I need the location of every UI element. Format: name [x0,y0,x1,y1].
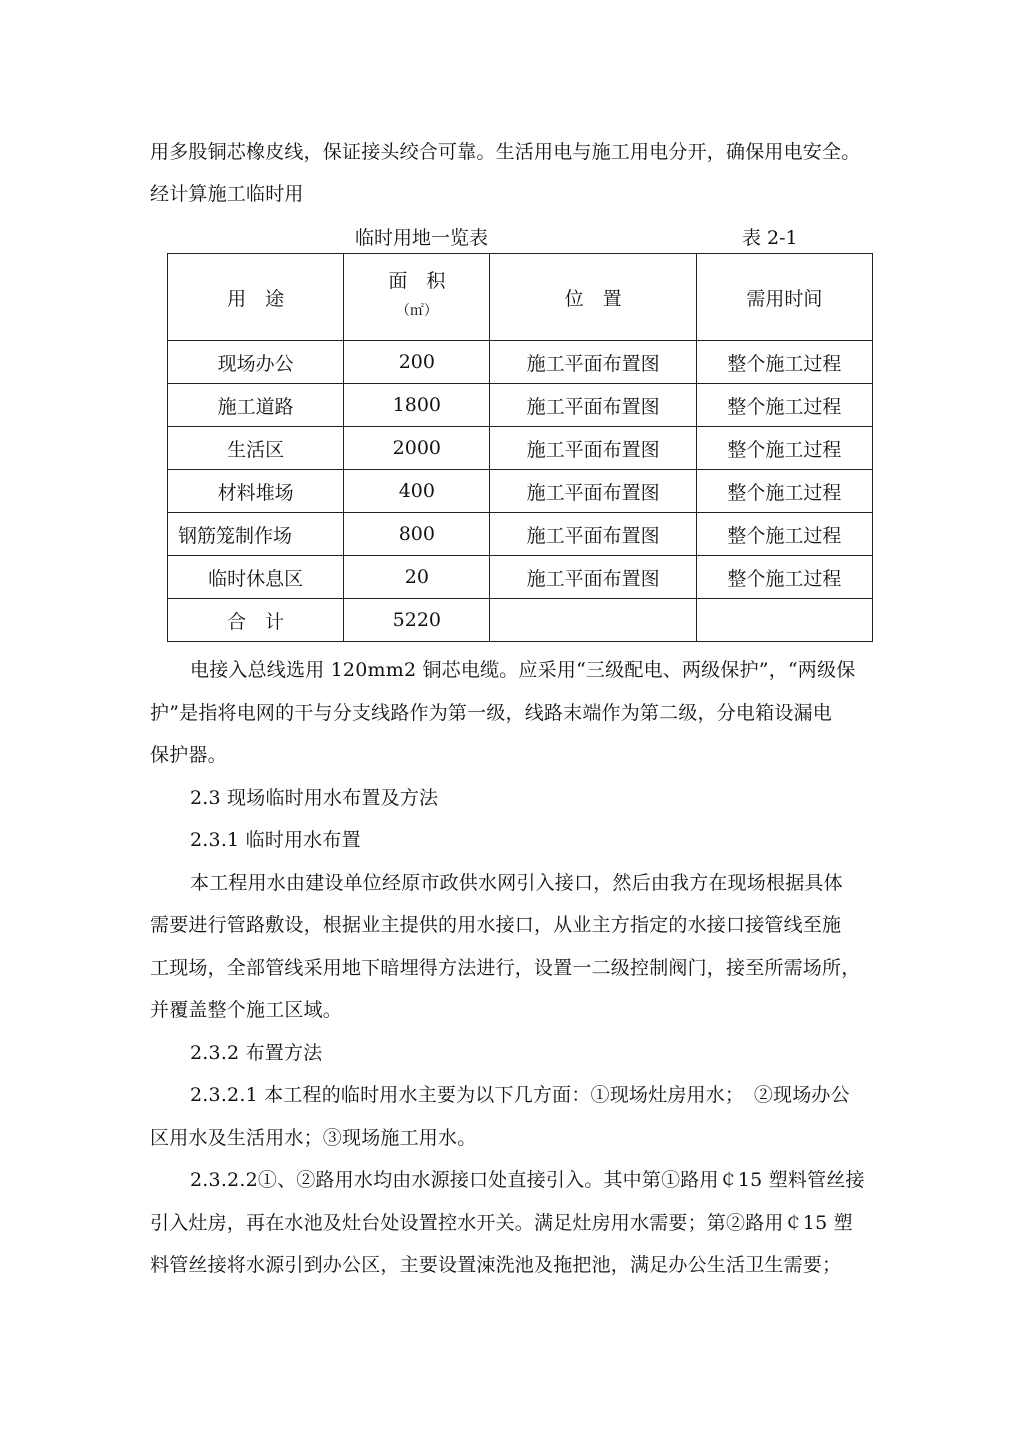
cell-area: 20 [344,556,490,599]
cell-time: 整个施工过程 [696,513,872,556]
paragraph-line: 引入灶房，再在水池及灶台处设置控水开关。满足灶房用水需要；第②路用￠15 塑 [150,1212,853,1234]
cell-use: 钢筋笼制作场 [168,513,344,556]
cell-use: 生活区 [168,427,344,470]
paragraph-line: 需要进行管路敷设，根据业主提供的用水接口，从业主方指定的水接口接管线至施 [150,914,842,936]
total-area: 5220 [344,599,490,642]
paragraph-line: 区用水及生活用水；③现场施工用水。 [150,1127,477,1149]
header-time: 需用时间 [696,254,872,341]
cell-use: 临时休息区 [168,556,344,599]
paragraph-line: 本工程用水由建设单位经原市政供水网引入接口，然后由我方在现场根据具体 [190,872,843,894]
cell-location: 施工平面布置图 [490,470,696,513]
cell-location: 施工平面布置图 [490,384,696,427]
section-heading: 2.3 现场临时用水布置及方法 [190,787,439,809]
cell-time: 整个施工过程 [696,556,872,599]
header-area-label: 面 积 [388,270,446,292]
cell-area: 2000 [344,427,490,470]
table-row [168,384,873,427]
table-row [168,556,873,599]
cell-time: 整个施工过程 [696,427,872,470]
cell-time: 整个施工过程 [696,384,872,427]
paragraph-line: 护”是指将电网的干与分支线路作为第一级，线路末端作为第二级，分电箱设漏电 [150,702,832,724]
cell-location: 施工平面布置图 [490,556,696,599]
paragraph-line: 并覆盖整个施工区域。 [150,999,343,1021]
header-location: 位 置 [490,254,696,341]
paragraph-line: 2.3.2.1 本工程的临时用水主要为以下几方面：①现场灶房用水； ②现场办公 [190,1084,850,1106]
header-use: 用 途 [168,254,344,341]
table-header-row [168,254,873,341]
total-time [696,599,872,642]
total-label: 合 计 [168,599,344,642]
paragraph-line: 保护器。 [150,744,227,766]
paragraph-line: 经计算施工临时用 [150,183,304,205]
table-number: 表 2-1 [742,227,798,249]
cell-area: 400 [344,470,490,513]
table-row [168,470,873,513]
cell-area: 1800 [344,384,490,427]
paragraph-line: 用多股铜芯橡皮线，保证接头绞合可靠。生活用电与施工用电分开，确保用电安全。 [150,141,861,163]
cell-location: 施工平面布置图 [490,427,696,470]
cell-location: 施工平面布置图 [490,513,696,556]
paragraph-line: 工现场，全部管线采用地下暗埋得方法进行，设置一二级控制阀门，接至所需场所， [150,957,861,979]
paragraph-line: 料管丝接将水源引到办公区，主要设置涑洗池及拖把池，满足办公生活卫生需要； [150,1254,842,1276]
subsection-heading: 2.3.2 布置方法 [190,1042,323,1064]
total-location [490,599,696,642]
cell-area: 800 [344,513,490,556]
cell-use: 现场办公 [168,341,344,384]
subsection-heading: 2.3.1 临时用水布置 [190,829,361,851]
cell-time: 整个施工过程 [696,470,872,513]
cell-use: 材料堆场 [168,470,344,513]
header-area [344,254,490,341]
table-row [168,513,873,556]
cell-time: 整个施工过程 [696,341,872,384]
paragraph-line: 电接入总线选用 120mm2 铜芯电缆。应采用“三级配电、两级保护”，“两级保 [190,659,856,681]
cell-location: 施工平面布置图 [490,341,696,384]
cell-use: 施工道路 [168,384,344,427]
paragraph-line: 2.3.2.2①、②路用水均由水源接口处直接引入。其中第①路用￠15 塑料管丝接 [190,1169,865,1191]
land-use-table [167,253,873,642]
table-total-row [168,599,873,642]
table-row [168,341,873,384]
table-row [168,427,873,470]
table-title: 临时用地一览表 [355,227,489,249]
cell-area: 200 [344,341,490,384]
header-area-unit: （㎡） [395,303,438,319]
